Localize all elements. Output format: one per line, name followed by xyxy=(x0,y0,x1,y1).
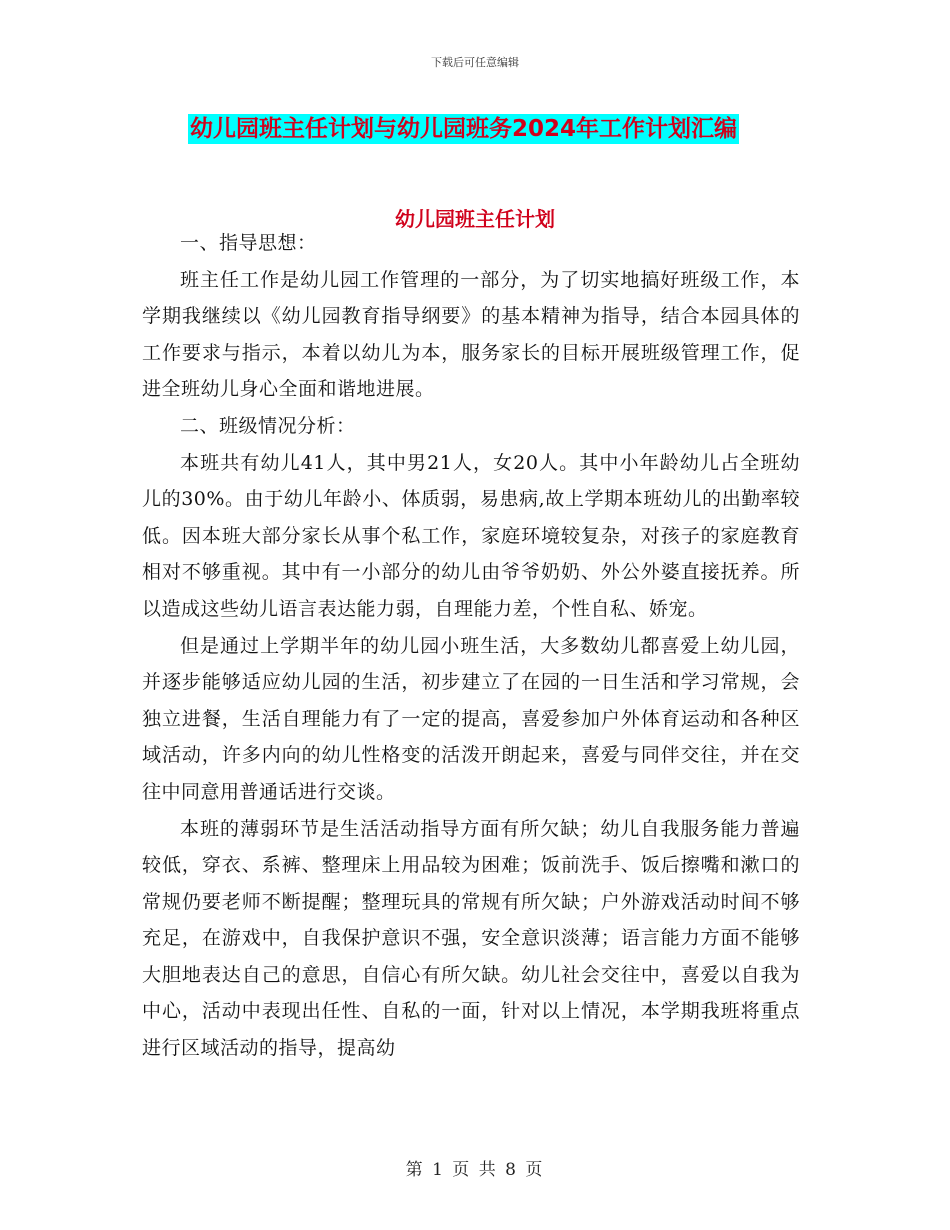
section-title: 幼儿园班主任计划 xyxy=(395,207,555,231)
paragraph: 本班的薄弱环节是生活活动指导方面有所欠缺；幼儿自我服务能力普遍较低，穿衣、系裤、整理床上用品较为困难；饭前洗手、饭后擦嘴和漱口的常规仍要老师不断提醒；整理玩具的常规有所欠缺；户外游戏活动时间不够充足，在游戏中，自我保护意识不强，安全意识淡薄；语言能力方面不能够大胆地表达自己的意思，自信心有所欠缺。幼儿社会交往中，喜爱以自我为中心，活动中表现出任性、自私的一面，针对以上情况，本学期我班将重点进行区域活动的指导，提高幼 xyxy=(142,817,800,1060)
paragraph: 班主任工作是幼儿园工作管理的一部分，为了切实地搞好班级工作，本学期我继续以《幼儿园教育指导纲要》的基本精神为指导，结合本园具体的工作要求与指示，本着以幼儿为本，服务家长的目标开展班级管理工作，促进全班幼儿身心全面和谐地进展。 xyxy=(142,268,800,401)
header-note: 下载后可任意编辑 xyxy=(431,56,519,69)
document-title: 幼儿园班主任计划与幼儿园班务2024年工作计划汇编 xyxy=(190,116,738,142)
document-body xyxy=(142,225,800,1067)
heading-guiding-ideology: 一、指导思想： xyxy=(180,232,317,254)
page-footer: 第 1 页 共 8 页 xyxy=(405,1160,545,1180)
paragraph: 本班共有幼儿41人，其中男21人，女20人。其中小年龄幼儿占全班幼儿的30%。由于幼儿年龄小、体质弱，易患病,故上学期本班幼儿的出勤率较低。因本班大部分家长从事个私工作，家庭环境较复杂，对孩子的家庭教育相对不够重视。其中有一小部分的幼儿由爷爷奶奶、外公外婆直接抚养。所以造成这些幼儿语言表达能力弱，自理能力差，个性自私、娇宠。 xyxy=(142,451,800,620)
heading-class-analysis: 二、班级情况分析： xyxy=(180,414,356,437)
paragraph: 但是通过上学期半年的幼儿园小班生活，大多数幼儿都喜爱上幼儿园，并逐步能够适应幼儿园的生活，初步建立了在园的一日生活和学习常规，会独立进餐，生活自理能力有了一定的提高，喜爱参加户外体育运动和各种区域活动，许多内向的幼儿性格变的活泼开朗起来，喜爱与同伴交往，并在交往中同意用普通话进行交谈。 xyxy=(142,634,800,803)
